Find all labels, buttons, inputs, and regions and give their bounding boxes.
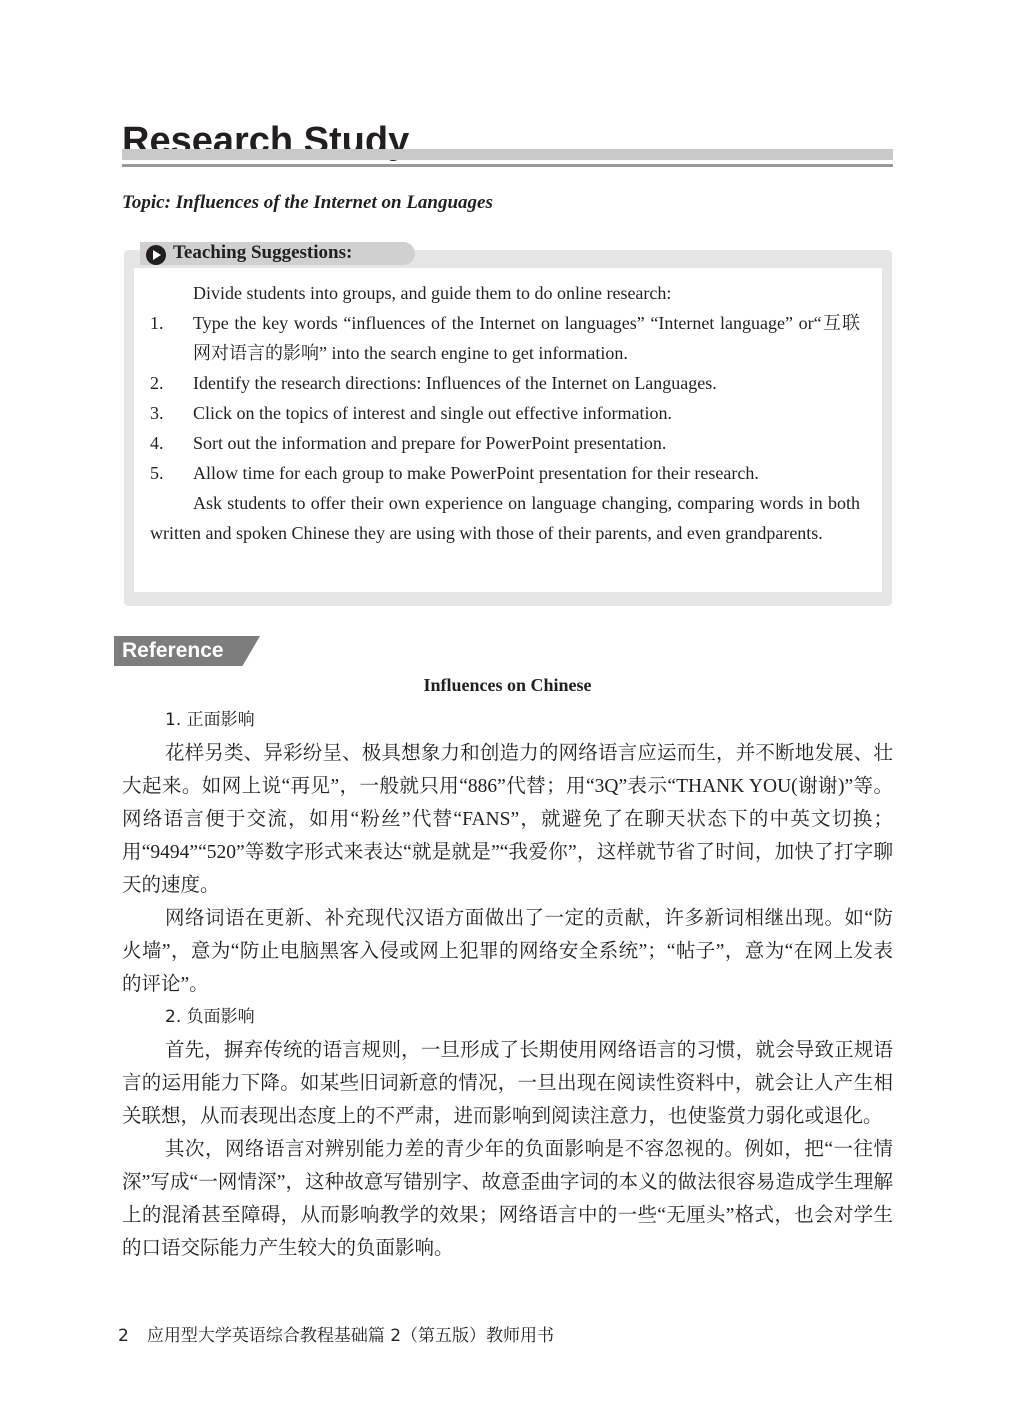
reference-body — [122, 704, 893, 1265]
teaching-step — [150, 368, 860, 398]
positive-paragraph: 花样另类、异彩纷呈、极具想象力和创造力的网络语言应运而生，并不断地发展、壮大起来。如网上说“再见”，一般就只用“886”代替；用“3Q”表示“THANK YOU(谢谢)”等。网络语言便于交流，如用“粉丝”代替“FANS”，就避免了在聊天状态下的中英文切换；用“9494”“520”等数字形式来表达“就是就是”“我爱你”，这样就节省了时间，加快了打字聊天的速度。 — [122, 743, 893, 896]
teaching-step — [150, 458, 860, 488]
step-text: Allow time for each group to make PowerPoint presentation for their research. — [193, 463, 759, 483]
step-text: Sort out the information and prepare for PowerPoint presentation. — [193, 433, 667, 453]
step-number: 3. — [150, 403, 164, 423]
teaching-suggestions-label: Teaching Suggestions: — [173, 242, 353, 263]
step-number: 5. — [150, 463, 164, 483]
page-footer — [118, 1323, 554, 1349]
teaching-intro: Divide students into groups, and guide them to do online research: — [193, 283, 672, 303]
play-icon — [146, 245, 166, 265]
negative-paragraph: 首先，摒弃传统的语言规则，一旦形成了长期使用网络语言的习惯，就会导致正规语言的运用能力下降。如某些旧词新意的情况，一旦出现在阅读性资料中，就会让人产生相关联想，从而表现出态度上的不严肃，进而影响到阅读注意力，也使鉴赏力弱化或退化。 — [122, 1040, 893, 1127]
teaching-closing: Ask students to offer their own experience on language changing, comparing words in both written and spoken Chinese they are using with those of their parents, and even grandparents. — [150, 493, 860, 543]
step-number: 2. — [150, 373, 164, 393]
reference-title: Influences on Chinese — [423, 675, 592, 695]
page-number: 2 — [118, 1326, 129, 1346]
negative-paragraph: 其次，网络语言对辨别能力差的青少年的负面影响是不容忽视的。例如，把“一往情深”写成“一网情深”，这种故意写错别字、故意歪曲字词的本义的做法很容易造成学生理解上的混淆甚至障碍，从而影响教学的效果；网络语言中的一些“无厘头”格式，也会对学生的口语交际能力产生较大的负面影响。 — [122, 1139, 893, 1259]
step-number: 1. — [150, 313, 164, 333]
step-text: Click on the topics of interest and single out effective information. — [193, 403, 673, 423]
reference-label: Reference — [122, 639, 224, 662]
teaching-step — [150, 398, 860, 428]
teaching-step — [150, 308, 860, 368]
book-title: 应用型大学英语综合教程基础篇 2（第五版）教师用书 — [146, 1326, 555, 1346]
teaching-step — [150, 428, 860, 458]
positive-heading: 1. 正面影响 — [165, 710, 255, 730]
step-number: 4. — [150, 433, 164, 453]
step-text: Identify the research directions: Influences of the Internet on Languages. — [193, 373, 717, 393]
teaching-suggestions-content — [150, 278, 860, 548]
step-text: Type the key words “influences of the Internet on languages” “Internet language” or“互联网对语言的影响” into the search engine to get information. — [193, 313, 860, 363]
title-underline — [122, 149, 893, 167]
page-title: Research Study — [122, 120, 410, 162]
positive-paragraph: 网络词语在更新、补充现代汉语方面做出了一定的贡献，许多新词相继出现。如“防火墙”，意为“防止电脑黑客入侵或网上犯罪的网络安全系统”；“帖子”，意为“在网上发表的评论”。 — [122, 908, 893, 995]
topic-line: Topic: Influences of the Internet on Languages — [122, 192, 493, 213]
negative-heading: 2. 负面影响 — [165, 1007, 255, 1027]
